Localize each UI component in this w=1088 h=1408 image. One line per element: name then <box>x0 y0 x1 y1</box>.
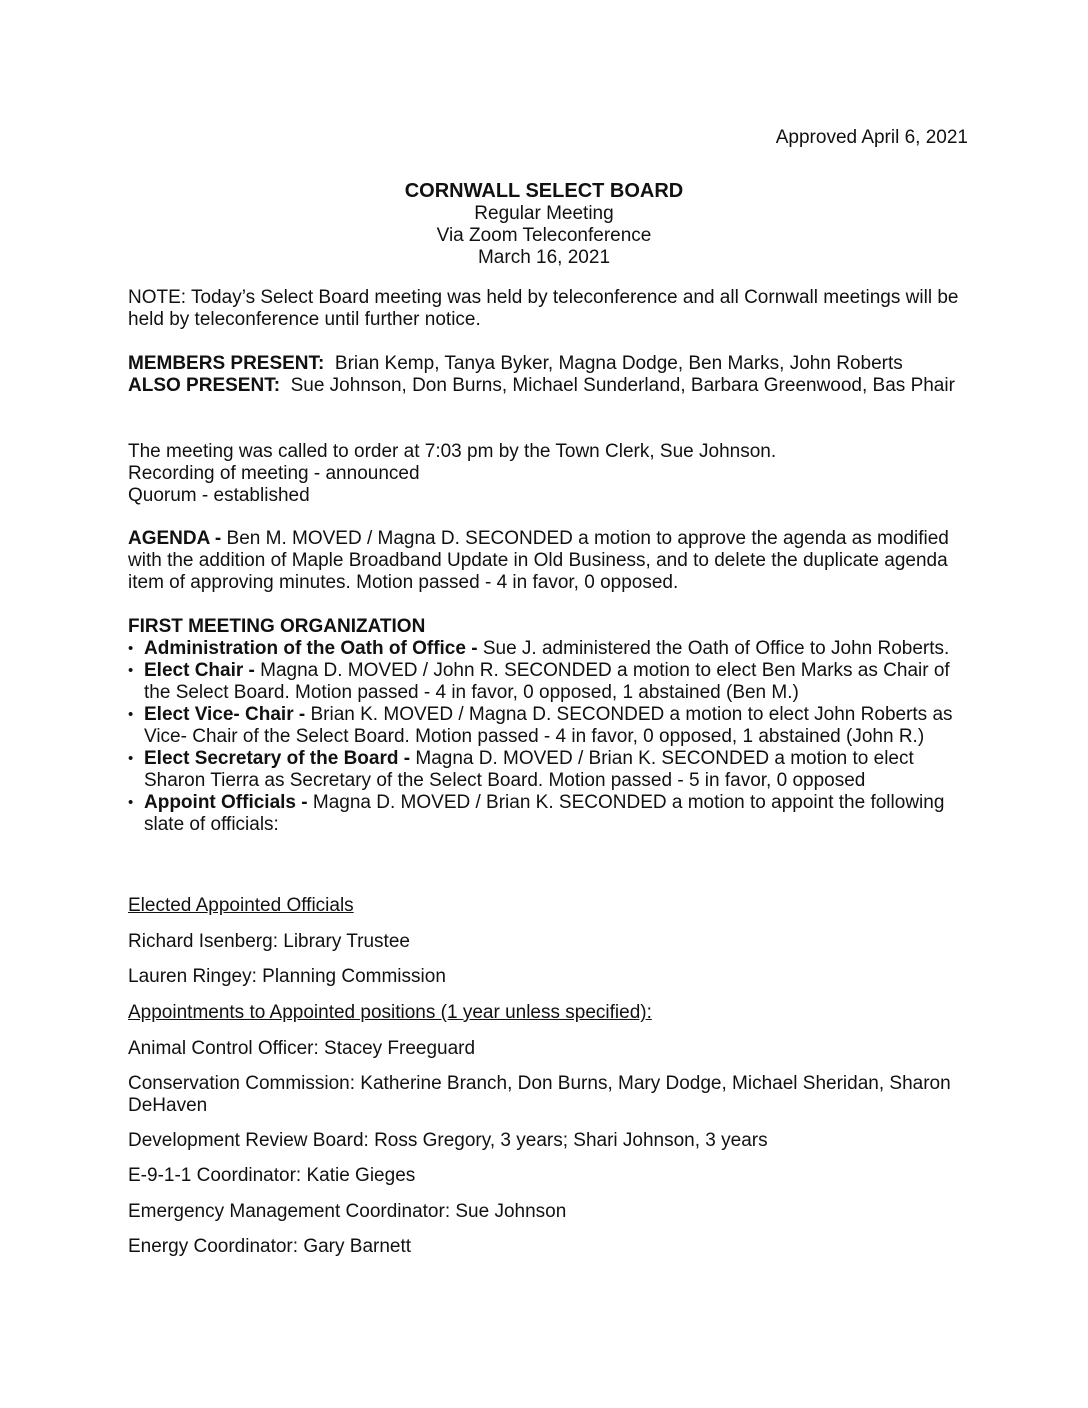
quorum-line: Quorum - established <box>128 485 310 506</box>
document-title: CORNWALL SELECT BOARD <box>404 180 684 202</box>
attendance-section <box>128 353 968 397</box>
call-to-order <box>128 441 968 507</box>
appointment-line: Development Review Board: Ross Gregory, 3 years; Shari Johnson, 3 years <box>128 1130 768 1151</box>
appointment-line: Energy Coordinator: Gary Barnett <box>128 1236 412 1257</box>
meeting-venue: Via Zoom Teleconference <box>436 225 652 246</box>
item-label: Elect Vice- Chair - <box>144 704 306 725</box>
item-text: Magna D. MOVED / Brian K. SECONDED a motion to appoint the following slate of officials: <box>144 792 945 835</box>
list-item <box>128 660 968 704</box>
first-meeting-heading: FIRST MEETING ORGANIZATION <box>128 616 426 637</box>
item-text: Brian K. MOVED / Magna D. SECONDED a motion to elect John Roberts as Vice- Chair of the Select Board. Motion passed - 4 in favor, 0 opposed, 1 abstained (John R.) <box>144 704 953 747</box>
elected-officials-heading: Elected Appointed Officials <box>128 895 354 916</box>
item-text: Sue J. administered the Oath of Office to John Roberts. <box>482 638 950 659</box>
first-meeting-section <box>128 616 968 836</box>
document-header <box>128 179 960 269</box>
elected-official-line: Lauren Ringey: Planning Commission <box>128 966 446 987</box>
item-label: Appoint Officials - <box>144 792 308 813</box>
agenda-label: AGENDA - <box>128 528 222 549</box>
list-item <box>128 792 968 836</box>
appointed-positions-heading: Appointments to Appointed positions (1 year unless specified): <box>128 1002 652 1023</box>
elected-official-line: Richard Isenberg: Library Trustee <box>128 931 410 952</box>
item-label: Elect Secretary of the Board - <box>144 748 411 769</box>
also-present-names: Sue Johnson, Don Burns, Michael Sunderland, Barbara Greenwood, Bas Phair <box>290 375 955 396</box>
agenda-paragraph <box>128 528 968 594</box>
approval-date: Approved April 6, 2021 <box>775 127 968 148</box>
also-present-label: ALSO PRESENT: <box>128 375 281 396</box>
note-paragraph: NOTE: Today’s Select Board meeting was held by teleconference and all Cornwall meetings will be held by teleconference until further notice. <box>128 287 959 330</box>
appointment-line: Animal Control Officer: Stacey Freeguard <box>128 1038 476 1059</box>
call-to-order-line: The meeting was called to order at 7:03 pm by the Town Clerk, Sue Johnson. <box>128 441 777 462</box>
item-text: Magna D. MOVED / Brian K. SECONDED a motion to elect Sharon Tierra as Secretary of the Select Board. Motion passed - 5 in favor, 0 opposed <box>144 748 914 791</box>
list-item <box>128 704 968 748</box>
recording-line: Recording of meeting - announced <box>128 463 420 484</box>
list-item <box>128 638 968 660</box>
members-present <box>128 353 968 375</box>
item-text: Magna D. MOVED / John R. SECONDED a motion to elect Ben Marks as Chair of the Select Board. Motion passed - 4 in favor, 0 opposed, 1 abstained (Ben M.) <box>144 660 950 703</box>
item-label: Elect Chair - <box>144 660 255 681</box>
meeting-type: Regular Meeting <box>474 203 614 224</box>
members-present-label: MEMBERS PRESENT: <box>128 353 325 374</box>
meeting-date: March 16, 2021 <box>477 247 611 268</box>
first-meeting-list <box>128 638 968 836</box>
list-item <box>128 748 968 792</box>
also-present <box>128 375 968 397</box>
agenda-text: Ben M. MOVED / Magna D. SECONDED a motion to approve the agenda as modified with the addition of Maple Broadband Update in Old Business, and to delete the duplicate agenda item of approving minutes. Motion passed - 4 in favor, 0 opposed. <box>128 528 949 593</box>
appointment-line: E-9-1-1 Coordinator: Katie Gieges <box>128 1165 416 1186</box>
item-label: Administration of the Oath of Office - <box>144 638 478 659</box>
appointment-line: Emergency Management Coordinator: Sue Johnson <box>128 1201 567 1222</box>
appointment-line: Conservation Commission: Katherine Branch, Don Burns, Mary Dodge, Michael Sheridan, Sharon DeHaven <box>128 1073 951 1116</box>
members-present-names: Brian Kemp, Tanya Byker, Magna Dodge, Ben Marks, John Roberts <box>334 353 903 374</box>
